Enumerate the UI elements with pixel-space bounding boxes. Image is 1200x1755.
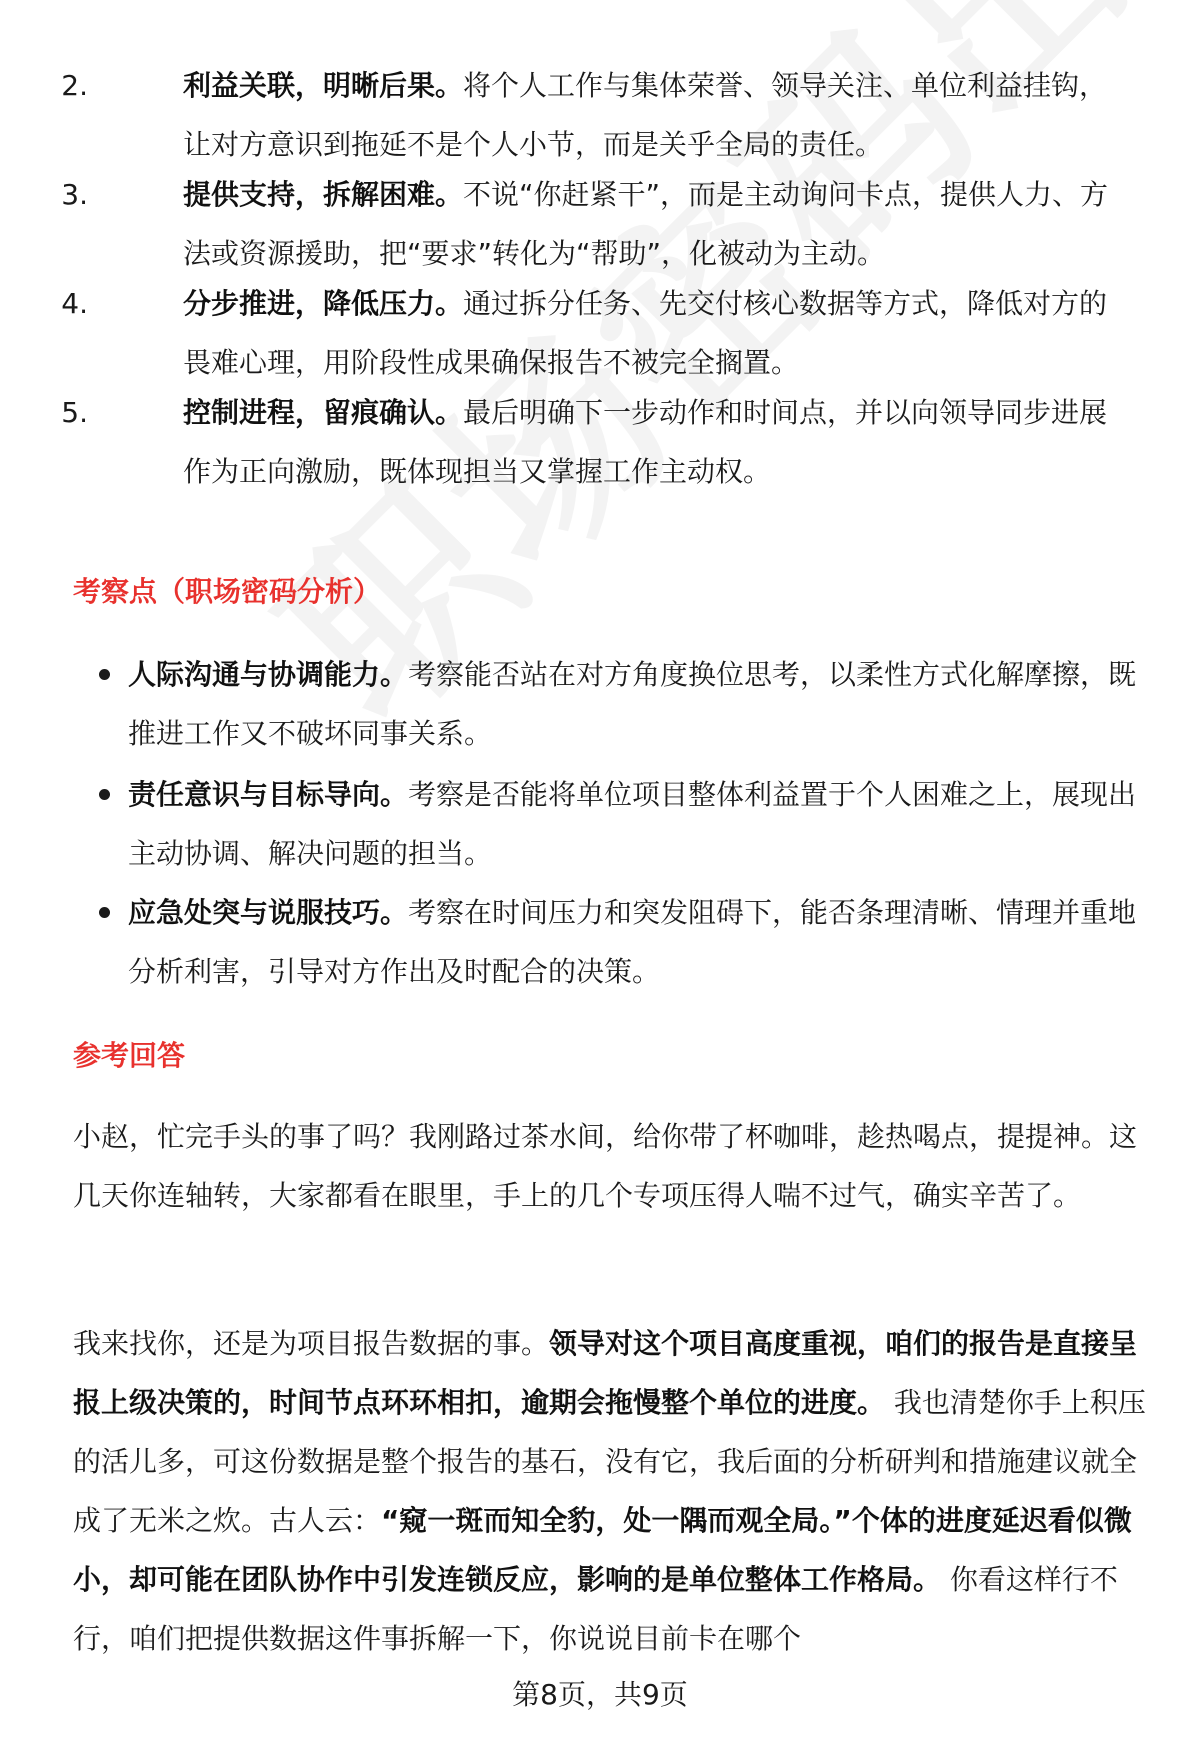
item-text (183, 56, 1125, 174)
paragraph-bold: 领导对这个项目高度重视，咱们的报告是直接呈报上级决策的，时间节点环环相扣，逾期会拖慢整个单位的进度。 (73, 1327, 1138, 1419)
item-text (183, 383, 1125, 501)
bullet-text (128, 883, 1148, 1001)
item-number: 5. (61, 396, 88, 429)
answer-paragraph: 小赵，忙完手头的事了吗？我刚路过茶水间，给你带了杯咖啡，趁热喝点，提提神。这几天你连轴转，大家都看在眼里，手上的几个专项压得人喘不过气，确实辛苦了。 (73, 1120, 1138, 1212)
bullet-bold: 应急处突与说服技巧。 (128, 896, 409, 929)
item-desc: 不说“你赶紧干”，而是主动询问卡点，提供人力、方法或资源援助，把“要求”转化为“帮助”，化被动为主动。 (183, 178, 1109, 270)
item-bold: 分步推进，降低压力。 (183, 287, 464, 320)
bullet-desc: 考察在时间压力和突发阻碍下，能否条理清晰、情理并重地分析利害，引导对方作出及时配合的决策。 (128, 896, 1137, 988)
bullet-text (128, 645, 1148, 763)
bullet-bold: 人际沟通与协调能力。 (128, 658, 409, 691)
item-bold: 控制进程，留痕确认。 (183, 396, 464, 429)
item-desc: 通过拆分任务、先交付核心数据等方式，降低对方的畏难心理，用阶段性成果确保报告不被完全搁置。 (183, 287, 1108, 379)
bullet-dot-icon (99, 907, 110, 918)
item-bold: 提供支持，拆解困难。 (183, 178, 464, 211)
bullet-dot-icon (99, 789, 110, 800)
paragraph-text: 我也清楚你手上积压的活儿多，可这份数据是整个报告的基石，没有它，我后面的分析研判和措施建议就全成了无米之炊。古人云： (73, 1386, 1146, 1537)
item-bold: 利益关联，明晰后果。 (183, 69, 464, 102)
bullet-desc: 考察能否站在对方角度换位思考，以柔性方式化解摩擦，既推进工作又不破坏同事关系。 (128, 658, 1137, 750)
bullet-bold: 责任意识与目标导向。 (128, 778, 409, 811)
item-desc: 最后明确下一步动作和时间点，并以向领导同步进展作为正向激励，既体现担当又掌握工作主动权。 (183, 396, 1108, 488)
page-number: 第8页，共9页 (512, 1678, 688, 1711)
section-heading: 考察点（职场密码分析） (73, 575, 382, 608)
item-number: 3. (61, 178, 88, 211)
item-number: 4. (61, 287, 88, 320)
bullet-desc: 考察是否能将单位项目整体利益置于个人困难之上，展现出主动协调、解决问题的担当。 (128, 778, 1137, 870)
bullet-dot-icon (99, 669, 110, 680)
item-number: 2. (61, 69, 88, 102)
paragraph-bold: “窥一斑而知全豹，处一隅而观全局。”个体的进度延迟看似微小，却可能在团队协作中引发连锁反应，影响的是单位整体工作格局。 (73, 1504, 1132, 1596)
bullet-text (128, 765, 1148, 883)
item-text (183, 274, 1125, 392)
answer-paragraph (73, 1314, 1153, 1668)
item-desc: 将个人工作与集体荣誉、领导关注、单位利益挂钩，让对方意识到拖延不是个人小节，而是关乎全局的责任。 (183, 69, 1108, 161)
section-heading: 参考回答 (73, 1039, 186, 1072)
paragraph-text: 你看这样行不行，咱们把提供数据这件事拆解一下，你说说目前卡在哪个 (73, 1563, 1118, 1655)
paragraph-text: 我来找你，还是为项目报告数据的事。 (73, 1327, 550, 1360)
item-text (183, 165, 1125, 283)
